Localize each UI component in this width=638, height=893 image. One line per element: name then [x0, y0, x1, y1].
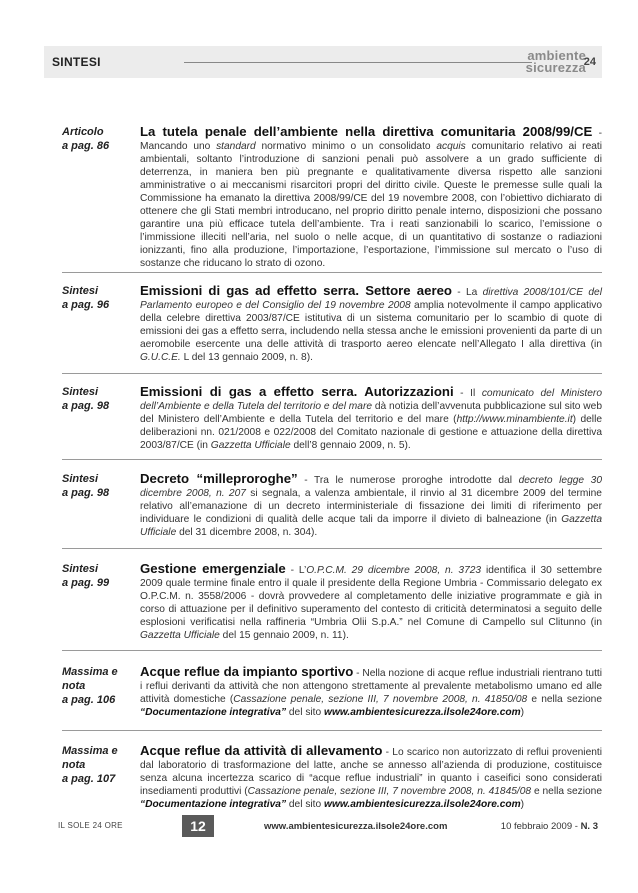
entry-divider [62, 373, 602, 374]
entry-content: Acque reflue da attività di allevamento - Lo scarico non autorizzato di reflui provenienti dal laboratorio di trasformazione del latte, anche se annesso all’azienda di produzione, costituisce senza alcuna incertezza scarico di “acque reflue industriali” in quanto i caseifici sono considerati insediamenti produttivi (Cassazione penale, sezione III, 7 novembre 2008, n. 41845/08 e nella sezione “Documentazione integrativa” del sito www.ambientesicurezza.ilsole24ore.com) [140, 743, 603, 810]
entry-divider [62, 459, 602, 460]
entry-divider [62, 548, 602, 549]
entry-content: La tutela penale dell’ambiente nella direttiva comunitaria 2008/99/CE - Mancando uno standard normativo minimo o un consolidato acquis comunitario relativo ai reati ambientali, soltanto l’introduzione di sanzioni penali può assolvere a un grado sufficiente di deterrenza, in maniera ben più pregnante e qualitativamente diversa rispetto alle sanzioni amministrative o ai meccanismi risarcitori propri del diritto civile. Queste le premesse sulle quali la Commissione ha emanato la direttiva 2008/99/CE del 19 novembre 2008, con l’obiettivo dichiarato di ottenere che gli Stati membri introducano, nel proprio diritto penale interno, disposizioni che possano garantire una più efficace tutela dell’ambiente. Tra i reati sanzionabili lo scarico, l’emissione o l’immissione illeciti nell’aria, nel suolo o nelle acque, di un quantitativo di sostanze o radiazioni ionizzanti, fino alla produzione, l’importazione, l’esportazione, l’immissione sul mercato o l’uso di sostanze che riducano lo strato di ozono. [140, 124, 602, 269]
entry-divider [62, 730, 602, 731]
entry-reference [62, 125, 140, 153]
entry-type: Sintesi [62, 285, 99, 297]
entry-type: Sintesi [62, 386, 99, 398]
website-link[interactable]: www.ambientesicurezza.ilsole24ore.com [324, 707, 521, 718]
summary-entry [62, 385, 602, 449]
entry-title: Acque reflue da impianto sportivo [140, 664, 354, 679]
publisher-name: IL SOLE 24 ORE [58, 821, 123, 830]
section-title: SINTESI [52, 55, 101, 69]
entry-content: Decreto “milleproroghe” - Tra le numerose proroghe introdotte dal decreto legge 30 dicembre 2008, n. 207 si segnala, a valenza ambientale, il rinvio al 31 dicembre 2009 del termine relativo all’emanazione di un decreto interministeriale di fissazione dei limiti di riferimento per individuare le condizioni di qualità delle acque tali da imporre il divieto di balneazione (in Gazzetta Ufficiale del 31 dicembre 2008, n. 304). [140, 471, 602, 538]
entry-reference [62, 472, 140, 500]
entry-divider [62, 272, 602, 273]
entry-reference [62, 744, 140, 786]
page-header [44, 46, 602, 78]
entry-title: Emissioni di gas a effetto serra. Autorizzazioni [140, 384, 454, 399]
entry-title: Emissioni di gas ad effetto serra. Settore aereo [140, 283, 452, 298]
entry-page: a pag. 86 [62, 140, 110, 152]
entry-content: Acque reflue da impianto sportivo - Nella nozione di acque reflue industriali rientrano tutti i reflui derivanti da attività che non attengono strettamente al prevalente metabolismo umano ed alle attività domestiche (Cassazione penale, sezione III, 7 novembre 2008, n. 41850/08 e nella sezione “Documentazione integrativa” del sito www.ambientesicurezza.ilsole24ore.com) [140, 664, 603, 718]
entry-title: Decreto “milleproroghe” [140, 471, 298, 486]
logo-number: 24 [583, 56, 596, 68]
entry-content: Gestione emergenziale - L’O.P.C.M. 29 dicembre 2008, n. 3723 identifica il 30 settembre 2009 quale termine finale entro il quale il presidente della Regione Umbria - Commissario delegato ex O.P.C.M. n. 3558/2006 - dovrà provvedere al completamento delle iniziative programmate e già in corso di attuazione per il definitivo superamento del contesto di criticità determinatosi a seguito delle esplosioni verificatisi nella raffineria “Umbria Olii S.p.A.” nel Comune di Campello sul Clitunno (in Gazzetta Ufficiale del 15 gennaio 2009, n. 11). [140, 561, 602, 641]
entry-reference [62, 385, 140, 413]
issue-number: N. 3 [580, 821, 598, 832]
entry-type: Massima e nota [62, 666, 118, 692]
footer-url[interactable]: www.ambientesicurezza.ilsole24ore.com [264, 821, 448, 832]
entry-page: a pag. 106 [62, 694, 116, 706]
entry-content: Emissioni di gas a effetto serra. Autorizzazioni - Il comunicato del Ministero dell’Ambiente e della Tutela del territorio e del mare dà notizia dell’avvenuta pubblicazione sul sito web del Ministero dell’Ambiente e della Tutela del territorio e del mare (http://www.minambiente.it) delle deliberazioni nn. 021/2008 e 022/2008 del Comitato nazionale di gestione e attuazione della direttiva 2003/87/CE (in Gazzetta Ufficiale dell’8 gennaio 2009, n. 5). [140, 384, 603, 451]
entry-type: Massima e nota [62, 745, 118, 771]
logo-line2: sicurezza [525, 60, 586, 75]
entry-title: La tutela penale dell’ambiente nella direttiva comunitaria 2008/99/CE [140, 124, 593, 139]
entry-divider [62, 650, 602, 651]
summary-entry [62, 562, 602, 642]
entry-type: Articolo [62, 126, 104, 138]
entry-page: a pag. 107 [62, 773, 116, 785]
page-number: 12 [182, 815, 214, 837]
entry-type: Sintesi [62, 563, 99, 575]
summary-entry [62, 284, 602, 364]
header-divider [184, 62, 532, 63]
entry-title: Acque reflue da attività di allevamento [140, 743, 383, 758]
entry-reference [62, 665, 140, 707]
summary-entry [62, 124, 602, 269]
entry-title: Gestione emergenziale [140, 561, 286, 576]
entry-reference [62, 284, 140, 312]
magazine-logo [525, 48, 596, 76]
entry-page: a pag. 96 [62, 299, 110, 311]
summary-entry [62, 472, 602, 536]
entry-content: Emissioni di gas ad effetto serra. Settore aereo - La direttiva 2008/101/CE del Parlamento europeo e del Consiglio del 19 novembre 2008 amplia notevolmente il campo applicativo della celebre direttiva 2003/87/CE istitutiva di un sistema comunitario per lo scambio di quote di emissioni dei gas a effetto serra, includendo nella stessa anche le emissioni provenienti da parte di un aeromobile esercente una delle attività di trasporto aereo elencate nell’Allegato I alla direttiva (in G.U.C.E. L del 13 gennaio 2009, n. 8). [140, 283, 602, 363]
page-footer [44, 814, 602, 838]
entry-type: Sintesi [62, 473, 99, 485]
entry-reference [62, 562, 140, 590]
entry-page: a pag. 98 [62, 487, 110, 499]
summary-entry [62, 744, 602, 810]
issue-date: 10 febbraio 2009 - N. 3 [500, 821, 598, 832]
summary-entry [62, 665, 602, 719]
entry-page: a pag. 99 [62, 577, 110, 589]
website-link[interactable]: www.ambientesicurezza.ilsole24ore.com [324, 799, 521, 810]
logo-line1: ambiente [527, 48, 586, 63]
entry-page: a pag. 98 [62, 400, 110, 412]
